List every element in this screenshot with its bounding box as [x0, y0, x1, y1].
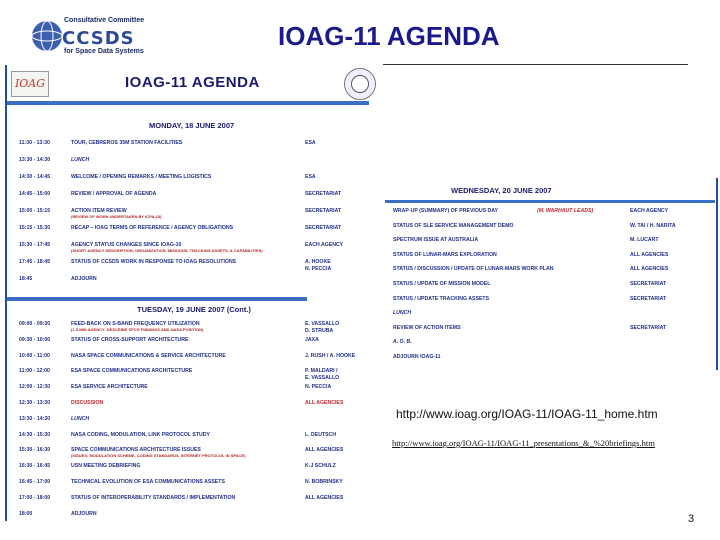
- row-item: SPACE COMMUNICATIONS ARCHITECTURE ISSUES: [71, 447, 201, 454]
- row-responsible: JAXA: [305, 336, 319, 343]
- row-responsible: A. HOOKE: [305, 259, 331, 265]
- row-time: 18:45: [19, 276, 33, 282]
- row-item: A. O. B.: [393, 339, 412, 346]
- agenda-header: [7, 65, 377, 101]
- row-responsible: ESA: [305, 174, 316, 180]
- row-responsible: ALL AGENCIES: [305, 447, 344, 454]
- row-responsible: SECRETARIAT: [305, 225, 342, 231]
- row-responsible: ESA: [305, 140, 316, 146]
- row-note: (REVIEW OF WORK UNDERTAKEN BY ICPA-10): [71, 214, 162, 219]
- row-time: 12:00 - 12:30: [19, 384, 51, 391]
- row-time: 09:30 - 10:00: [19, 336, 51, 343]
- row-item: STATUS OF CROSS-SUPPORT ARCHITECTURE: [71, 336, 189, 343]
- row-item: NASA CODING, MODULATION, LINK PROTOCOL STUDY: [71, 431, 211, 438]
- row-time: 13:30 - 14:30: [19, 157, 51, 163]
- monday-title: MONDAY, 18 JUNE 2007: [149, 121, 235, 130]
- row-item: ADJOURN: [71, 510, 97, 517]
- logo-line-1: Consultative Committee: [64, 17, 145, 24]
- home-link[interactable]: http://www.ioag.org/IOAG-11/IOAG-11_home.htm: [396, 407, 658, 421]
- row-time: 17:00 - 18:00: [19, 494, 51, 501]
- row-item: ADJOURN IOAG-11: [393, 354, 441, 360]
- row-time: 17:45 - 18:45: [19, 259, 51, 265]
- wednesday-divider-bar: [385, 200, 715, 203]
- row-note: (SHORT AGENCY DESCRIPTION, ORGANIZATION, MISSIONS, TRACKING ASSETS, & CAPABILITIES): [71, 248, 263, 253]
- logo-line-2: for Space Data Systems: [64, 48, 144, 55]
- row-item: REVIEW / APPROVAL OF AGENDA: [71, 191, 157, 197]
- row-responsible: SECRETARIAT: [630, 295, 667, 302]
- row-time: 11:00 - 12:00: [19, 368, 50, 375]
- row-item: LUNCH: [71, 157, 90, 163]
- row-responsible: SECRETARIAT: [305, 191, 342, 197]
- row-item: STATUS OF INTEROPERABILITY STANDARDS / IMPLEMENTATION: [71, 494, 236, 501]
- row-responsible: SECRETARIAT: [305, 208, 342, 214]
- row-time: 12:30 - 13:30: [19, 400, 51, 406]
- row-responsible: P. MALDARI /: [305, 368, 338, 375]
- tuesday-title: TUESDAY, 19 JUNE 2007 (Cont.): [137, 305, 251, 314]
- row-item: STATUS OF CCSDS WORK IN RESPONSE TO IOAG RESOLUTIONS: [71, 259, 237, 265]
- row-time: 10:00 - 11:00: [19, 352, 50, 359]
- title-divider: [383, 64, 688, 65]
- row-time: 09:00 - 09:30: [19, 321, 51, 327]
- row-time: 16:30 - 16:45: [19, 463, 51, 470]
- wednesday-edge: [716, 178, 718, 370]
- row-time: 15:15 - 15:30: [19, 225, 51, 231]
- row-item: USN MEETING DEBRIEFING: [71, 463, 141, 470]
- row-item: WELCOME / OPENING REMARKS / MEETING LOGISTICS: [71, 174, 212, 180]
- wednesday-title: WEDNESDAY, 20 JUNE 2007: [451, 186, 552, 195]
- row-item: STATUS OF LUNAR-MARS EXPLORATION: [393, 251, 497, 258]
- row-responsible: SECRETARIAT: [630, 281, 667, 287]
- row-time: 13:30 - 14:30: [19, 415, 51, 422]
- row-time: 15:30 - 17:45: [19, 242, 51, 248]
- row-item: RECAP – IOAG TERMS OF REFERENCE / AGENCY OBLIGATIONS: [71, 225, 234, 231]
- tuesday-divider-bar: [7, 297, 307, 301]
- row-time: 15:30 - 16:30: [19, 447, 51, 454]
- row-responsible: W. TAI / H. NARITA: [630, 222, 676, 229]
- seal-icon: [344, 68, 376, 100]
- row-responsible: N. PECCIA: [305, 384, 332, 391]
- slide-title: IOAG-11 AGENDA: [278, 21, 500, 51]
- row-responsible: EACH AGENCY: [305, 242, 344, 248]
- agenda-wednesday: [385, 178, 718, 370]
- row-item: SPECTRUM ISSUE AT AUSTRALIA: [393, 237, 479, 244]
- ccsds-globe-icon: [30, 16, 64, 56]
- agenda-monday-tuesday: [5, 65, 377, 521]
- row-item: ACTION ITEM REVIEW: [71, 208, 127, 214]
- row-responsible: SECRETARIAT: [630, 324, 667, 331]
- row-responsible-2: D. STRUBA: [305, 328, 334, 334]
- row-responsible-2: E. VASSALLO: [305, 375, 340, 382]
- ccsds-logo: [30, 16, 145, 56]
- row-time: 14:30 - 15:30: [19, 431, 51, 438]
- row-item: STATUS / UPDATE TRACKING ASSETS: [393, 295, 490, 302]
- row-item: STATUS / UPDATE OF MISSION MODEL: [393, 281, 491, 287]
- row-time: 14:30 - 14:45: [19, 174, 51, 180]
- row-time: 18:00: [19, 510, 33, 517]
- row-responsible: J. RUSH / A. HOOKE: [305, 352, 356, 359]
- header-divider-bar: [7, 101, 369, 105]
- row-responsible: EACH AGENCY: [630, 208, 669, 214]
- row-responsible: L. DEUTSCH: [305, 431, 337, 438]
- row-note: (ISSUES: MODULATION SCHEME, CODING STANDARDS, INTERNET PROTOCOL IN SPACE): [71, 453, 246, 459]
- row-responsible: M. LUCART: [630, 237, 659, 244]
- row-item: LUNCH: [71, 415, 90, 422]
- row-note: (1-5 MIN AGENCY: DESCRIBE SFCG FINDINGS AND NASA POSITION): [71, 327, 204, 332]
- ioag-logo: IOAG: [11, 71, 49, 97]
- row-item: DISCUSSION: [71, 400, 104, 406]
- row-item: REVIEW OF ACTION ITEMS: [393, 324, 461, 331]
- row-item: STATUS OF SLE SERVICE MANAGEMENT DEMO: [393, 222, 514, 229]
- row-item: TECHNICAL EVOLUTION OF ESA COMMUNICATIONS ASSETS: [71, 479, 225, 485]
- agenda-title: IOAG-11 AGENDA: [125, 74, 260, 91]
- row-item: ESA SPACE COMMUNICATIONS ARCHITECTURE: [71, 368, 193, 375]
- row-responsible: ALL AGENCIES: [630, 266, 669, 273]
- row-item: LUNCH: [393, 310, 412, 317]
- row-item: ESA SERVICE ARCHITECTURE: [71, 384, 148, 391]
- row-time: 15:00 - 15:15: [19, 208, 51, 214]
- row-item: FEED-BACK ON S-BAND FREQUENCY UTILIZATION: [71, 321, 200, 327]
- row-responsible: ALL AGENCIES: [305, 400, 344, 406]
- row-time: 11:30 - 13:30: [19, 140, 50, 146]
- row-item: AGENCY STATUS CHANGES SINCE IOAG-10: [71, 242, 182, 248]
- row-item: STATUS / DISCUSSION / UPDATE OF LUNAR-MARS WORK PLAN: [393, 266, 554, 273]
- row-item: WRAP-UP (SUMMARY) OF PREVIOUS DAY: [393, 208, 499, 214]
- row-time: 16:45 - 17:00: [19, 479, 51, 485]
- row-responsible-2: N. PECCIA: [305, 266, 332, 272]
- row-item-lead: (M. WARHAUT LEADS): [537, 208, 594, 214]
- row-item: ADJOURN: [71, 276, 97, 282]
- row-responsible: K-J SCHULZ: [305, 463, 336, 470]
- row-item: NASA SPACE COMMUNICATIONS & SERVICE ARCHITECTURE: [71, 352, 226, 359]
- row-item: TOUR, CEBREROS 35M STATION FACILITIES: [71, 140, 183, 146]
- row-responsible: ALL AGENCIES: [305, 494, 344, 501]
- row-responsible: E. VASSALLO: [305, 321, 340, 327]
- page-number: 3: [688, 513, 695, 525]
- row-responsible: ALL AGENCIES: [630, 251, 669, 258]
- presentations-link[interactable]: http://www.ioag.org/IOAG-11/IOAG-11_presentations_&_%20briefings.htm: [392, 438, 655, 448]
- row-time: 14:45 - 15:00: [19, 191, 51, 197]
- logo-wordmark: CCSDS: [62, 28, 135, 49]
- row-responsible: N. BOBRINSKY: [305, 479, 343, 485]
